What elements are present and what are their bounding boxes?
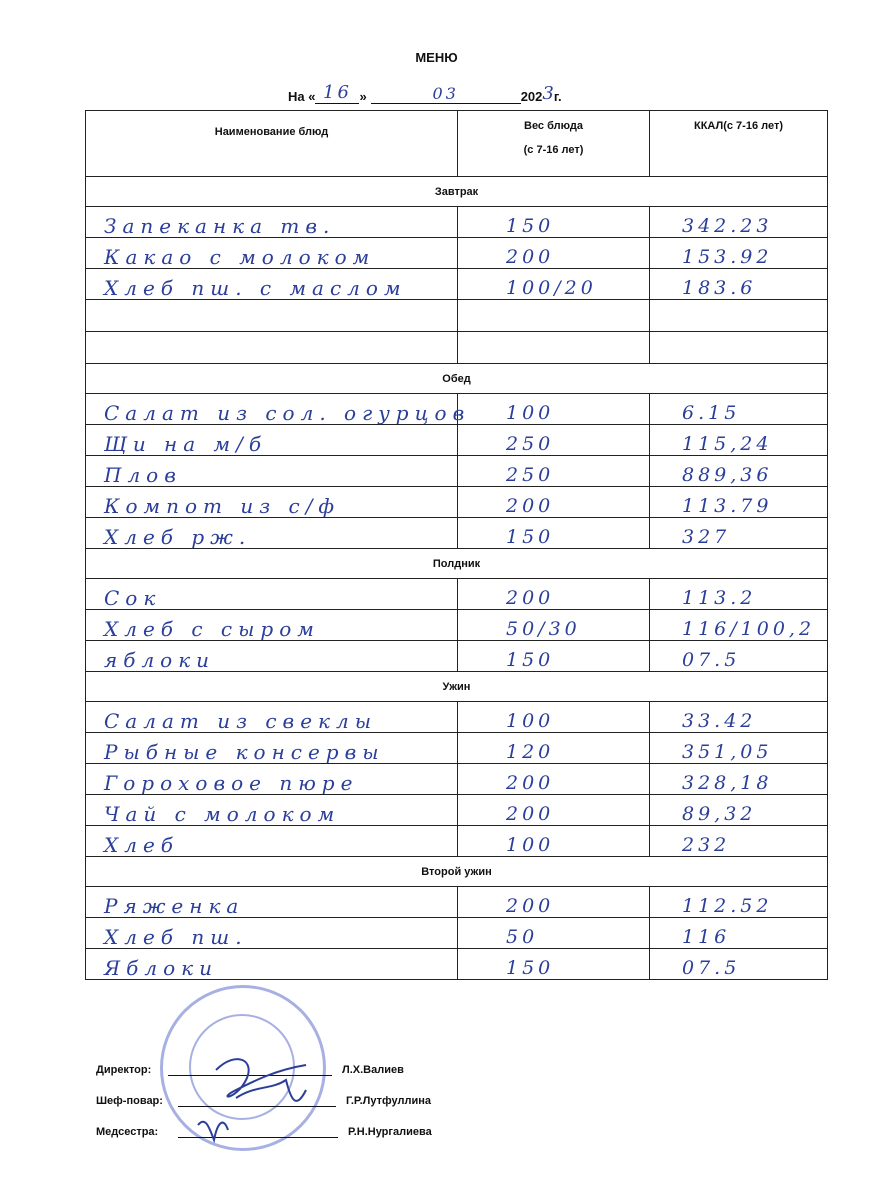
dish-weight: 100/20 xyxy=(458,269,650,300)
dish-name: яблоки xyxy=(86,641,458,672)
menu-row xyxy=(86,702,828,733)
dish-weight: 200 xyxy=(458,487,650,518)
dish-kcal: 115,24 xyxy=(650,425,828,456)
dish-weight: 200 xyxy=(458,795,650,826)
date-day: 16 xyxy=(315,82,359,104)
handwritten-signatures xyxy=(196,1030,336,1160)
date-prefix: На « xyxy=(288,89,316,104)
menu-row xyxy=(86,641,828,672)
section-title: Второй ужин xyxy=(86,857,828,887)
menu-row xyxy=(86,887,828,918)
menu-row xyxy=(86,394,828,425)
dish-name: Хлеб с сыром xyxy=(86,610,458,641)
dish-kcal: 153.92 xyxy=(650,238,828,269)
dish-kcal: 113.79 xyxy=(650,487,828,518)
dish-weight: 200 xyxy=(458,238,650,269)
dish-kcal: 112.52 xyxy=(650,887,828,918)
col-header-dish: Наименование блюд xyxy=(86,111,458,177)
menu-row xyxy=(86,207,828,238)
dish-name: Щи на м/б xyxy=(86,425,458,456)
empty-row xyxy=(86,332,828,364)
dish-name: Хлеб xyxy=(86,826,458,857)
dish-name: Гороховое пюре xyxy=(86,764,458,795)
dish-kcal: 113.2 xyxy=(650,579,828,610)
dish-weight: 200 xyxy=(458,764,650,795)
dish-name: Хлеб рж. xyxy=(86,518,458,549)
dish-weight: 200 xyxy=(458,887,650,918)
dish-kcal: 89,32 xyxy=(650,795,828,826)
dish-weight: 120 xyxy=(458,733,650,764)
section-title: Полдник xyxy=(86,549,828,579)
col-header-weight: Вес блюда (с 7-16 лет) xyxy=(458,111,650,177)
dish-weight: 150 xyxy=(458,518,650,549)
dish-name: Чай с молоком xyxy=(86,795,458,826)
signature-director: Директор: Л.Х.Валиев xyxy=(96,1064,404,1076)
section-title: Завтрак xyxy=(86,177,828,207)
dish-kcal: 232 xyxy=(650,826,828,857)
menu-table xyxy=(85,110,828,980)
dish-kcal: 07.5 xyxy=(650,641,828,672)
section-title: Обед xyxy=(86,364,828,394)
dish-name: Плов xyxy=(86,456,458,487)
section-header xyxy=(86,364,828,394)
dish-name: Яблоки xyxy=(86,949,458,980)
menu-row xyxy=(86,795,828,826)
empty-cell xyxy=(86,300,458,332)
col-header-kcal: ККАЛ(с 7-16 лет) xyxy=(650,111,828,177)
empty-cell xyxy=(650,300,828,332)
date-line xyxy=(288,82,562,102)
dish-name: Рыбные консервы xyxy=(86,733,458,764)
dish-name: Салат из свеклы xyxy=(86,702,458,733)
signature-chef: Шеф-повар: Г.Р.Лутфуллина xyxy=(96,1095,431,1107)
dish-name: Компот из с/ф xyxy=(86,487,458,518)
menu-row xyxy=(86,826,828,857)
year-prefix: 202 xyxy=(520,89,543,104)
section-header xyxy=(86,177,828,207)
menu-row xyxy=(86,238,828,269)
dish-weight: 150 xyxy=(458,641,650,672)
menu-row xyxy=(86,949,828,980)
menu-row xyxy=(86,733,828,764)
menu-row xyxy=(86,425,828,456)
menu-title: МЕНЮ xyxy=(415,50,458,65)
menu-row xyxy=(86,610,828,641)
menu-row xyxy=(86,918,828,949)
dish-weight: 250 xyxy=(458,425,650,456)
dish-kcal: 342.23 xyxy=(650,207,828,238)
menu-row xyxy=(86,487,828,518)
dish-weight: 50/30 xyxy=(458,610,650,641)
empty-cell xyxy=(86,332,458,364)
section-header xyxy=(86,857,828,887)
menu-row xyxy=(86,579,828,610)
empty-cell xyxy=(458,300,650,332)
dish-kcal: 6.15 xyxy=(650,394,828,425)
empty-cell xyxy=(650,332,828,364)
dish-kcal: 183.6 xyxy=(650,269,828,300)
dish-kcal: 33.42 xyxy=(650,702,828,733)
dish-kcal: 116/100,2 xyxy=(650,610,828,641)
date-mid: » xyxy=(359,89,367,104)
dish-name: Ряженка xyxy=(86,887,458,918)
dish-weight: 50 xyxy=(458,918,650,949)
menu-row xyxy=(86,518,828,549)
dish-name: Запеканка тв. xyxy=(86,207,458,238)
dish-weight: 100 xyxy=(458,826,650,857)
dish-kcal: 327 xyxy=(650,518,828,549)
dish-kcal: 351,05 xyxy=(650,733,828,764)
dish-kcal: 116 xyxy=(650,918,828,949)
dish-kcal: 07.5 xyxy=(650,949,828,980)
dish-weight: 100 xyxy=(458,702,650,733)
year-end: г. xyxy=(553,89,562,104)
dish-weight: 150 xyxy=(458,949,650,980)
section-header xyxy=(86,672,828,702)
empty-cell xyxy=(458,332,650,364)
section-title: Ужин xyxy=(86,672,828,702)
menu-row xyxy=(86,269,828,300)
empty-row xyxy=(86,300,828,332)
dish-weight: 200 xyxy=(458,579,650,610)
date-month: 03 xyxy=(371,84,521,104)
dish-name: Какао с молоком xyxy=(86,238,458,269)
dish-weight: 100 xyxy=(458,394,650,425)
section-header xyxy=(86,549,828,579)
menu-body xyxy=(86,177,828,980)
dish-name: Сок xyxy=(86,579,458,610)
dish-name: Хлеб пш. xyxy=(86,918,458,949)
dish-name: Хлеб пш. с маслом xyxy=(86,269,458,300)
dish-kcal: 889,36 xyxy=(650,456,828,487)
signature-nurse: Медсестра: Р.Н.Нургалиева xyxy=(96,1126,432,1138)
year-suffix: 3 xyxy=(542,83,554,104)
dish-weight: 250 xyxy=(458,456,650,487)
dish-kcal: 328,18 xyxy=(650,764,828,795)
dish-weight: 150 xyxy=(458,207,650,238)
menu-row xyxy=(86,456,828,487)
menu-row xyxy=(86,764,828,795)
dish-name: Салат из сол. огурцов xyxy=(86,394,458,425)
